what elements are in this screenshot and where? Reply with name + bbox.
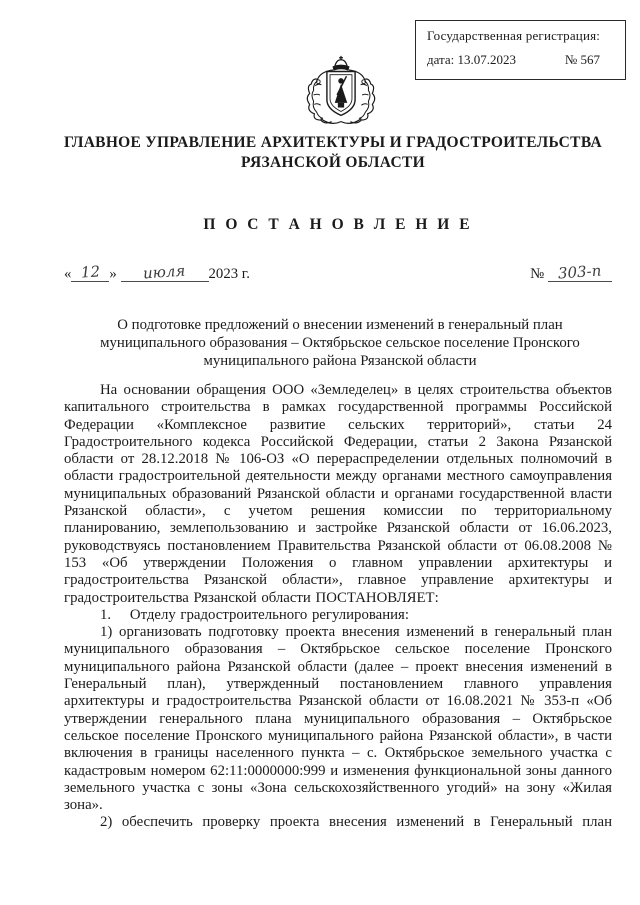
open-quote: « [64,266,72,282]
subject-title: О подготовке предложений о внесении изменений в генеральный план муниципального образования – Октябрьское сельское поселение Пронского муниципального района Рязанской области [100,317,580,369]
date-number-row [64,261,612,283]
registration-title: Государственная регистрация: [427,28,601,43]
org-name [40,133,626,172]
close-quote: » [109,266,117,282]
registration-number: № 567 [564,52,600,67]
handwritten-month: июля [142,261,187,283]
number-group [530,261,612,283]
number-label: № [530,266,545,282]
body-paragraph-item-1: 1. Отделу градостроительного регулирования: [100,606,409,623]
document-body [64,382,612,832]
registration-stamp [415,20,626,80]
handwritten-number: 303-п [557,261,603,283]
doc-type-title: П О С Т А Н О В Л Е Н И Е [203,216,473,233]
body-paragraph-subitem-1: 1) организовать подготовку проекта внесения изменений в генеральный план муниципального образования – Октябрьское сельское поселение Пронского муниципального района Рязанской области (далее – проект внесения изменений в Генеральный план), утвержденный постановлением главного управления архитектуры и градостроительства Рязанской области от 16.08.2021 № 353-п «Об утверждении генерального плана муниципального образования – Октябрьское сельское поселение Пронского муниципального района Рязанской области», в части включения в границы населенного пункта – с. Октябрьское земельного участка с кадастровым номером 62:11:0000000:999 и изменения функциональной зоны данного земельного участка с зоны «Зона сельскохозяйственного угодий» на зону «Жилая зона». [64,624,612,814]
handwritten-day: 12 [80,262,101,282]
year-text: 2023 г. [208,266,250,282]
ryazan-coat-of-arms-icon [294,54,388,136]
day-underline [71,264,109,282]
number-underline [548,261,612,283]
month-underline [121,261,209,283]
body-paragraph-subitem-2: 2) обеспечить проверку проекта внесения изменений в Генеральный план [100,814,612,831]
body-paragraph-preamble: На основании обращения ООО «Земледелец» в целях строительства объектов капитального строительства в рамках государственной программы Российской Федерации «Комплексное развитие сельских территорий», статьи 24 Градостроительного кодекса Российской Федерации, статьи 2 Закона Рязанской области от 28.12.2018 № 106-ОЗ «О перераспределении отдельных полномочий в области градостроительной деятельности между органами местного самоуправления муниципальных образований Рязанской области и органами государственной власти Рязанской области», с учетом решения комиссии по территориальному планированию, землепользованию и застройке Рязанской области от 16.06.2023, руководствуясь постановлением Правительства Рязанской области от 06.08.2008 № 153 «Об утверждении Положения о главном управлении архитектуры и градостроительства Рязанской области», главное управление архитектуры и градостроительства Рязанской области ПОСТАНОВЛЯЕТ: [64,382,612,606]
org-name-line1: ГЛАВНОЕ УПРАВЛЕНИЕ АРХИТЕКТУРЫ И ГРАДОСТРОИТЕЛЬСТВА [64,134,602,151]
date-group [64,261,250,283]
registration-date: дата: 13.07.2023 [427,52,517,67]
org-name-line2: РЯЗАНСКОЙ ОБЛАСТИ [241,153,425,171]
